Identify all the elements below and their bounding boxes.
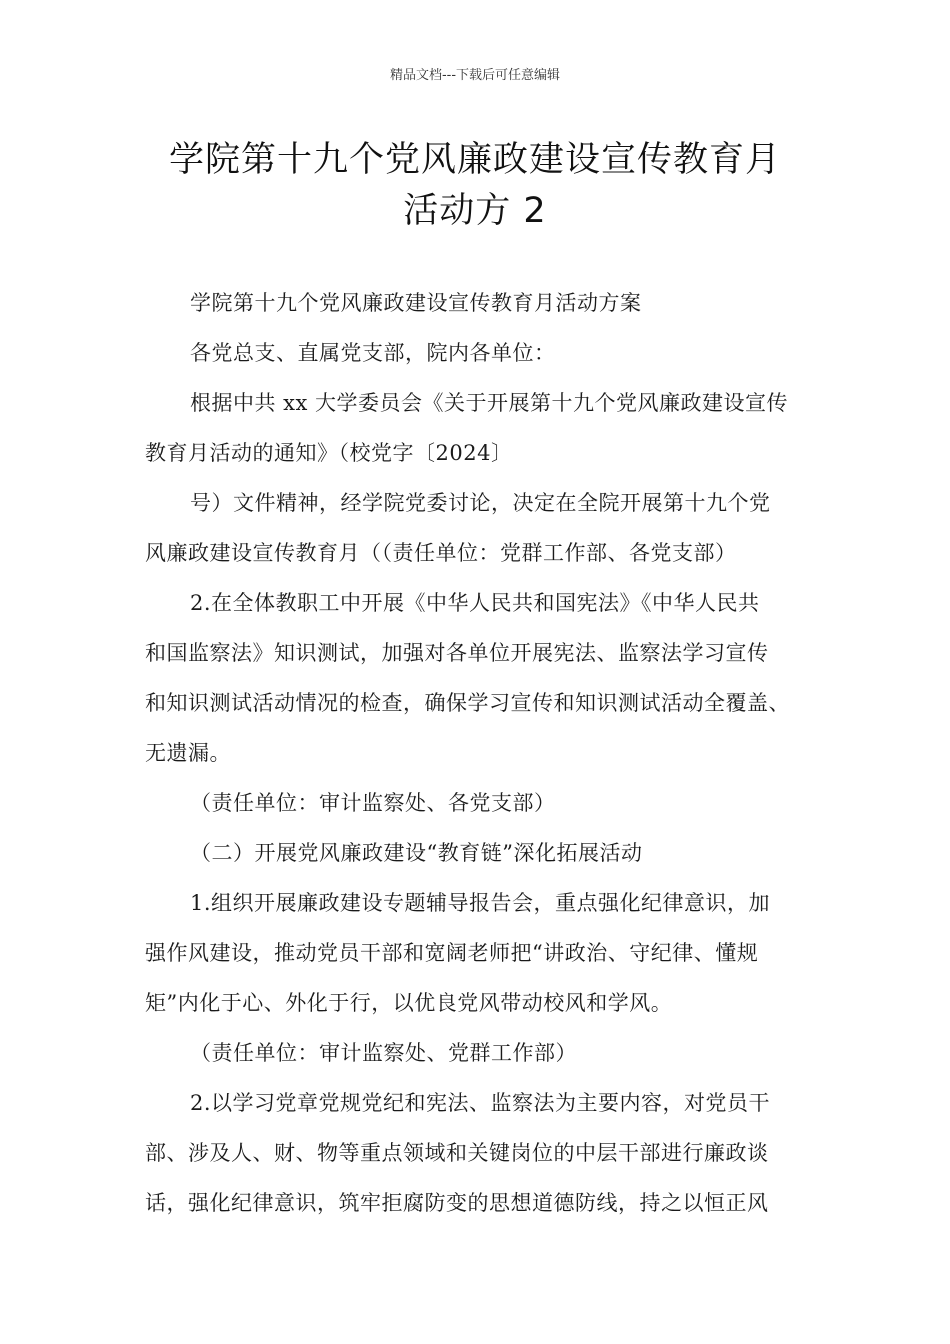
body-line: 话，强化纪律意识，筑牢拒腐防变的思想道德防线，持之以恒正风 xyxy=(145,1191,769,1215)
body-line: 强作风建设，推动党员干部和宽阔老师把“讲政治、守纪律、懂规 xyxy=(145,941,759,965)
document-title-line-1: 学院第十九个党风廉政建设宣传教育月 xyxy=(168,140,781,180)
body-line: 教育月活动的通知》（校党字〔2024〕 xyxy=(145,441,513,465)
body-line: 学院第十九个党风廉政建设宣传教育月活动方案 xyxy=(190,291,642,315)
body-line: 和国监察法》知识测试，加强对各单位开展宪法、监察法学习宣传 xyxy=(145,641,769,665)
body-line: 2.在全体教职工中开展《中华人民共和国宪法》《中华人民共 xyxy=(190,591,760,615)
body-line: 风廉政建设宣传教育月（（责任单位：党群工作部、各党支部） xyxy=(145,541,737,565)
body-line: 和知识测试活动情况的检查，确保学习宣传和知识测试活动全覆盖、 xyxy=(145,691,790,715)
body-line: 各党总支、直属党支部，院内各单位： xyxy=(190,341,556,365)
body-line: 根据中共 xx 大学委员会《关于开展第十九个党风廉政建设宣传 xyxy=(190,391,789,415)
body-line: 1.组织开展廉政建设专题辅导报告会，重点强化纪律意识，加 xyxy=(190,891,771,915)
header-note: 精品文档---下载后可任意编辑 xyxy=(389,68,561,83)
body-line: 号）文件精神，经学院党委讨论，决定在全院开展第十九个党 xyxy=(190,491,771,515)
body-line: 无遗漏。 xyxy=(145,741,231,765)
document-title-line-2: 活动方 2 xyxy=(403,191,547,231)
body-line: 矩”内化于心、外化于行，以优良党风带动校风和学风。 xyxy=(145,991,673,1015)
body-line: 部、涉及人、财、物等重点领域和关键岗位的中层干部进行廉政谈 xyxy=(145,1141,769,1165)
body-line: （责任单位：审计监察处、党群工作部） xyxy=(190,1041,577,1065)
body-line: （责任单位：审计监察处、各党支部） xyxy=(190,791,556,815)
body-line: （二）开展党风廉政建设“教育链”深化拓展活动 xyxy=(190,841,643,865)
body-line: 2.以学习党章党规党纪和宪法、监察法为主要内容，对党员干 xyxy=(190,1091,771,1115)
